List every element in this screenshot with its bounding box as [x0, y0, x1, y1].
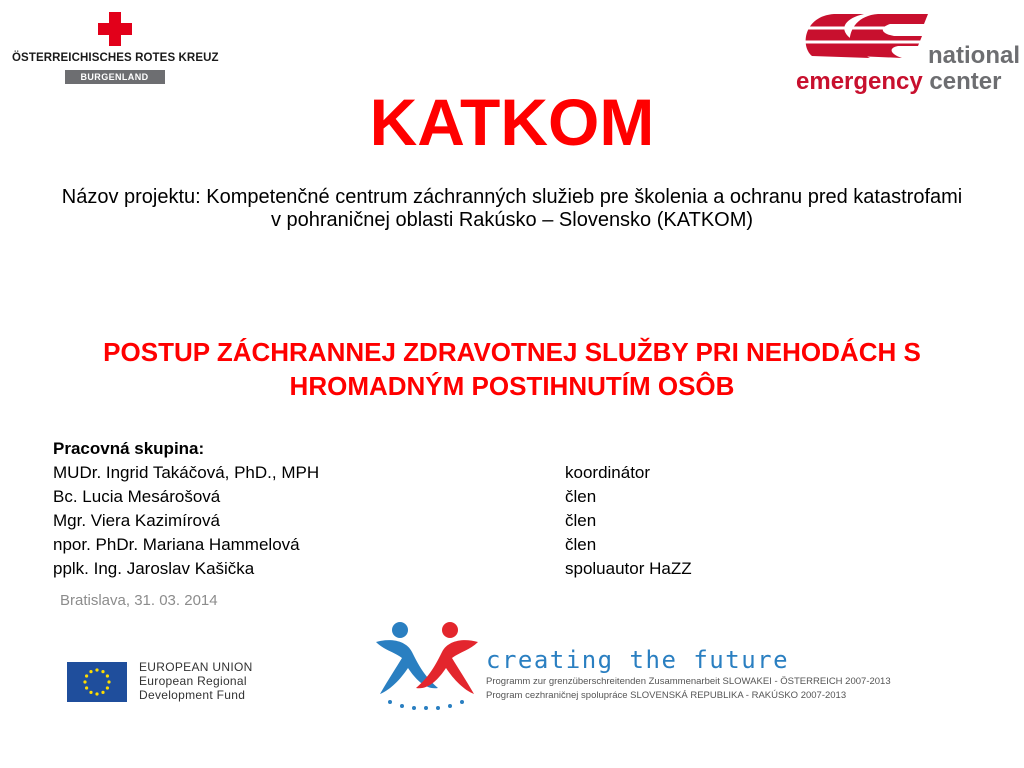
member-name: pplk. Ing. Jaroslav Kašička: [53, 559, 255, 578]
red-cross-name: ÖSTERREICHISCHES ROTES KREUZ: [12, 52, 219, 64]
section-heading: POSTUP ZÁCHRANNEJ ZDRAVOTNEJ SLUŽBY PRI NEHODÁCH S HROMADNÝM POSTIHNUTÍM OSÔB: [103, 337, 921, 401]
member-row: [53, 533, 753, 557]
project-subtitle: Názov projektu: Kompetenčné centrum záchranných služieb pre školenia a ochranu pred katastrofami v pohraničnej oblasti Rakúsko – Slovensko (KATKOM): [61, 186, 963, 231]
ctf-slogan: creating the future: [486, 646, 790, 674]
red-cross-icon: [98, 12, 132, 46]
member-name: MUDr. Ingrid Takáčová, PhD., MPH: [53, 463, 320, 482]
eu-text: EUROPEAN UNION European Regional Development Fund: [139, 660, 253, 702]
nec-line1: national: [928, 42, 1021, 69]
eu-flag-icon: [67, 662, 127, 702]
ctf-program-de: Programm zur grenzüberschreitenden Zusammenarbeit SLOWAKEI - ÖSTERREICH 2007-2013: [486, 676, 891, 687]
people-figures-icon: [372, 618, 484, 714]
member-name: Mgr. Viera Kazimírová: [53, 511, 220, 530]
working-group: [53, 437, 753, 581]
member-role: člen: [565, 487, 597, 506]
nec-swoosh-icon: [794, 6, 934, 64]
member-name: Bc. Lucia Mesárošová: [53, 487, 221, 506]
member-name: npor. PhDr. Mariana Hammelová: [53, 535, 300, 554]
member-row: [53, 461, 753, 485]
page-title: KATKOM: [369, 85, 655, 159]
member-row: [53, 509, 753, 533]
eu-logo: [67, 660, 267, 706]
ctf-program-sk: Program cezhraničnej spolupráce SLOVENSKÁ REPUBLIKA - RAKÚSKO 2007-2013: [486, 690, 847, 701]
red-cross-region: BURGENLAND: [65, 70, 165, 84]
working-group-label: Pracovná skupina:: [53, 439, 205, 458]
member-row: [53, 485, 753, 509]
member-role: člen: [565, 535, 597, 554]
member-role: koordinátor: [565, 463, 651, 482]
member-row: [53, 557, 753, 581]
creating-the-future-logo: [372, 618, 972, 718]
date-location: Bratislava, 31. 03. 2014: [60, 592, 218, 609]
national-emergency-center-logo: [794, 6, 1021, 98]
nec-line2: emergency center: [796, 68, 1002, 95]
red-cross-logo: [12, 12, 217, 85]
member-role: člen: [565, 511, 597, 530]
member-role: spoluautor HaZZ: [565, 559, 692, 578]
